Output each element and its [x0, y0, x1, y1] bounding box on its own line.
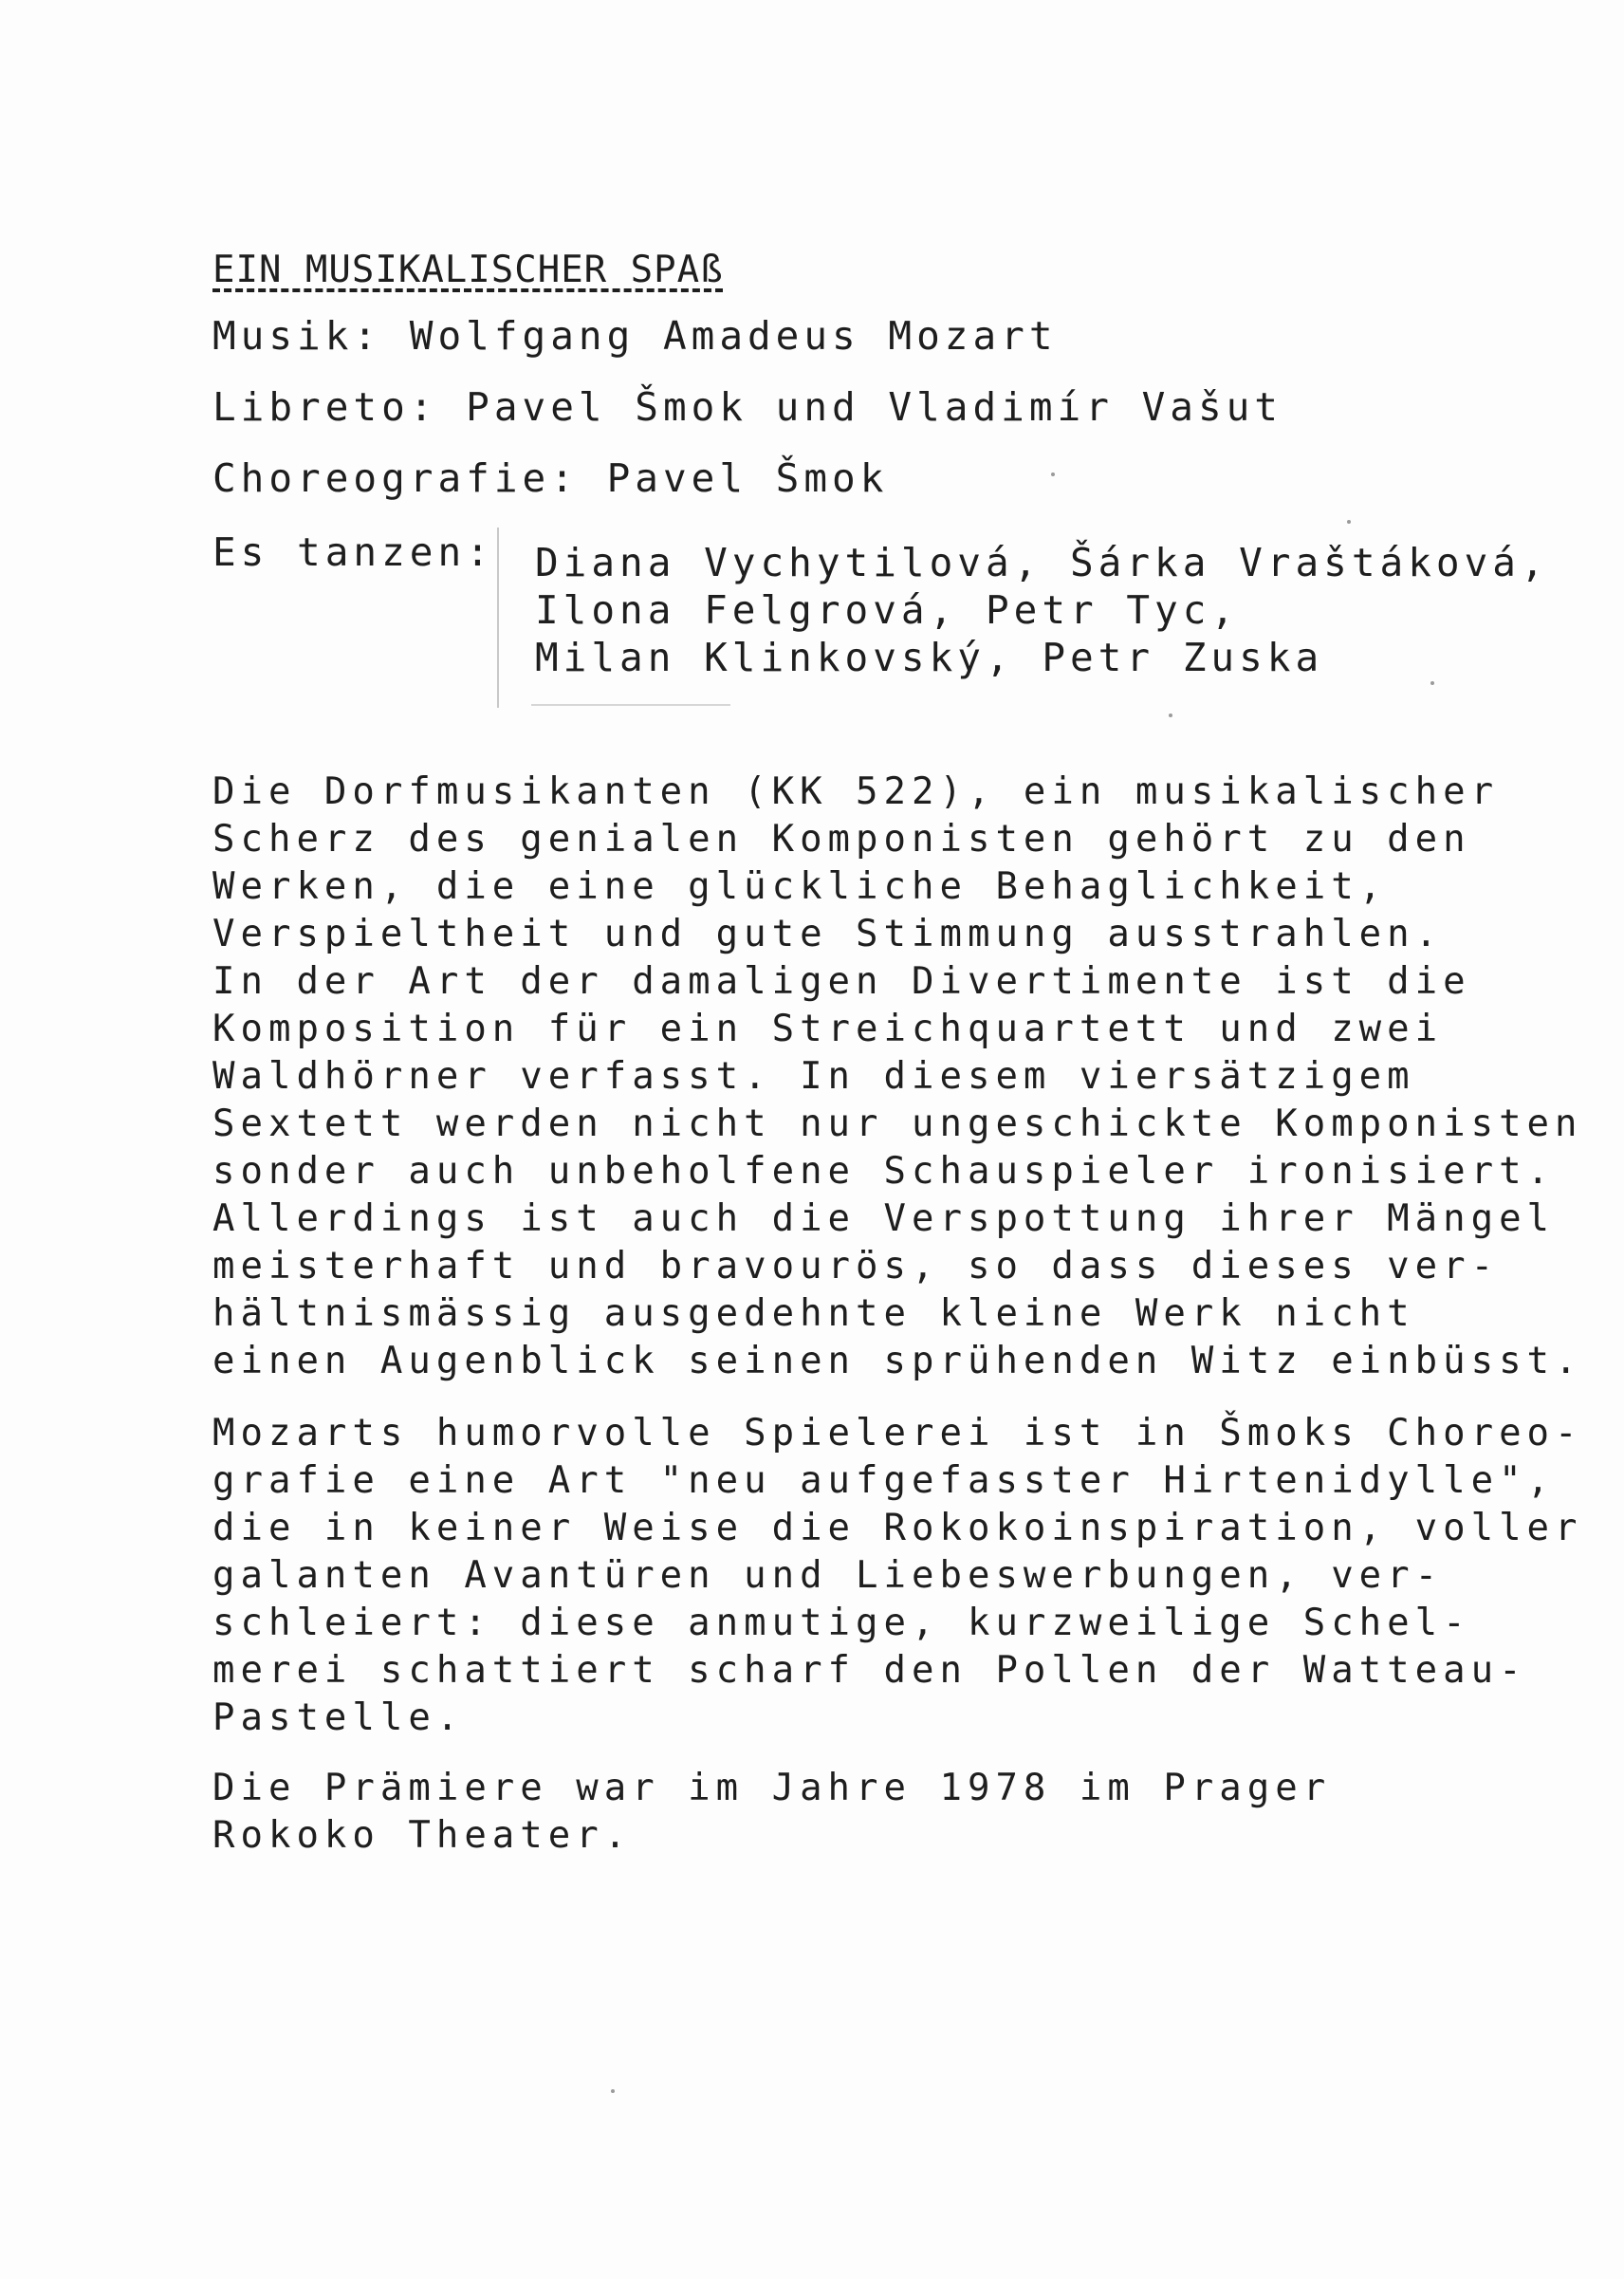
speck — [1051, 472, 1055, 476]
credit-libretto: Libreto: Pavel Šmok und Vladimír Vašut — [212, 384, 1283, 430]
paragraph-line: Die Dorfmusikanten (KK 522), ein musikalischer — [212, 770, 1500, 813]
paragraph-line: grafie eine Art "neu aufgefasster Hirtenidylle", — [212, 1459, 1556, 1502]
paragraph-line: Sextett werden nicht nur ungeschickte Komponisten — [212, 1102, 1583, 1145]
paragraph-line: merei schattiert scharf den Pollen der Watteau- — [212, 1649, 1527, 1692]
dancers-line: Diana Vychytilová, Šárka Vraštáková, — [535, 540, 1549, 585]
dancers-label: Es tanzen: — [212, 529, 494, 575]
paragraph-line: Werken, die eine glückliche Behaglichkeit, — [212, 865, 1388, 908]
dancers-list — [535, 539, 1549, 681]
pasted-slip-bottom-edge — [531, 704, 730, 706]
paragraph-line: schleiert: diese anmutige, kurzweilige Schel- — [212, 1602, 1471, 1644]
paragraph-premiere — [212, 1765, 1331, 1860]
pasted-slip-edge — [497, 528, 499, 708]
dancers-line: Ilona Felgrová, Petr Tyc, — [535, 587, 1240, 633]
paragraph-line: sonder auch unbeholfene Schauspieler ironisiert. — [212, 1150, 1556, 1193]
document-title: EIN MUSIKALISCHER SPAß — [212, 249, 724, 291]
paragraph-line: einen Augenblick seinen sprühenden Witz einbüsst. — [212, 1340, 1583, 1382]
paragraph-line: galanten Avantüren und Liebeswerbungen, ver- — [212, 1554, 1444, 1597]
speck — [1430, 681, 1434, 685]
paragraph-description — [212, 769, 1583, 1385]
paragraph-line: Die Prämiere war im Jahre 1978 im Prager — [212, 1767, 1332, 1809]
paragraph-line: Waldhörner verfasst. In diesem viersätzigem — [212, 1055, 1415, 1098]
paragraph-line: hältnismässig ausgedehnte kleine Werk nicht — [212, 1292, 1415, 1335]
paragraph-line: die in keiner Weise die Rokokoinspiration, voller — [212, 1507, 1583, 1549]
paragraph-line: Scherz des genialen Komponisten gehört zu den — [212, 818, 1471, 861]
paragraph-line: Komposition für ein Streichquartett und zwei — [212, 1008, 1444, 1050]
paragraph-line: Verspieltheit und gute Stimmung ausstrahlen. — [212, 913, 1444, 955]
speck — [611, 2089, 615, 2093]
paragraph-line: Pastelle. — [212, 1696, 465, 1739]
speck — [1347, 520, 1351, 524]
paragraph-line: Rokoko Theater. — [212, 1814, 633, 1857]
credit-music: Musik: Wolfgang Amadeus Mozart — [212, 313, 1058, 359]
paragraph-line: In der Art der damaligen Divertimente ist die — [212, 960, 1471, 1003]
speck — [1169, 713, 1172, 717]
credit-choreography: Choreografie: Pavel Šmok — [212, 455, 889, 501]
paragraph-line: meisterhaft und bravourös, so dass dieses ver- — [212, 1245, 1500, 1288]
paragraph-line: Allerdings ist auch die Verspottung ihrer Mängel — [212, 1197, 1556, 1240]
dancers-line: Milan Klinkovský, Petr Zuska — [535, 635, 1324, 680]
paragraph-choreography — [212, 1410, 1583, 1742]
paragraph-line: Mozarts humorvolle Spielerei ist in Šmoks Choreo- — [212, 1412, 1583, 1454]
